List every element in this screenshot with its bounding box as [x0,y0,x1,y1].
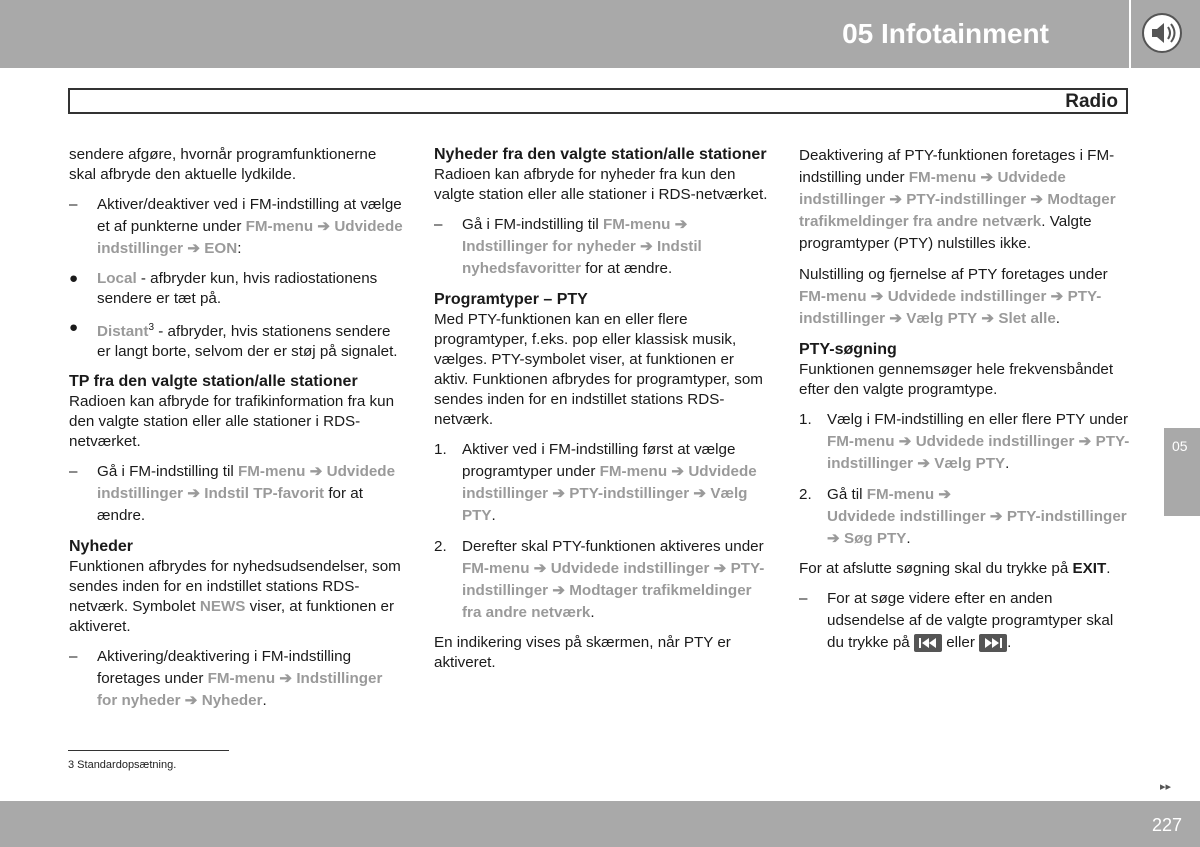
bullet-marker: ● [69,270,79,287]
punct: : [237,240,242,257]
instruction-text: Gå til [827,486,863,503]
footnote [68,759,176,771]
body-text [69,557,404,637]
arrow-icon: ➔ [533,560,547,577]
section-bar [68,88,1128,114]
arrow-icon: ➔ [671,463,685,480]
body-text-part: Funktionen afbrydes for nyhedsudsendelser, som sendes inden for en indstillet stations RDS-netværk. Symbolet [69,558,401,616]
menu-item: Slet alle [998,310,1056,327]
arrow-icon: ➔ [980,169,994,186]
step-number: 2. [799,486,812,503]
body-text: Med PTY-funktionen kan en eller flere programtyper, f.eks. pop eller klassisk musik, vælges. PTY-symbolet viser, at funktionen er aktiv. Funktionen afbrydes for programtyper, som sendes inden for en indstillet stations RDS-netværk. [434,311,763,428]
instruction-end: for at ændre. [581,260,673,277]
instruction-text: Derefter skal PTY-funktionen aktiveres under [462,538,764,555]
term-desc: - afbryder, hvis stationens sendere er langt borte, selvom der er støj på signalet. [97,323,398,361]
menu-item: Udvidede indstillinger [827,508,986,525]
heading-pty: Programtyper – PTY [434,291,588,308]
step-number: 1. [799,411,812,428]
arrow-icon: ➔ [989,508,1003,525]
punct: . [262,692,267,710]
dash-marker: – [434,216,443,233]
arrow-icon: ➔ [898,433,912,450]
body-text-part: viser, at funktionen er aktiveret. [69,598,395,636]
dash-marker: – [69,648,78,666]
arrow-icon: ➔ [889,191,903,208]
term-desc: - afbryder kun, hvis radiostationens sendere er tæt på. [97,270,378,307]
list-item [69,461,404,527]
menu-item: PTY-indstillinger [462,560,765,599]
list-item [69,318,404,362]
menu-item: Indstillinger for nyheder [462,238,636,255]
menu-item: Udvidede indstillinger [97,463,396,503]
list-item [434,439,769,527]
menu-item: Vælg PTY [934,455,1006,472]
arrow-icon: ➔ [870,288,884,305]
footnote-text: Standardopsætning. [74,759,177,771]
chapter-title: 05 Infotainment [842,18,1049,49]
dash-marker: – [799,590,808,607]
arrow-icon: ➔ [317,218,331,235]
menu-item: Modtager trafikmeldinger fra andre netværk [799,191,1116,230]
arrow-icon: ➔ [889,310,903,327]
arrow-icon: ➔ [187,485,201,503]
menu-item: PTY-indstillinger [1006,508,1127,525]
arrow-icon: ➔ [981,310,995,327]
list-item [69,269,404,309]
menu-item: Modtager trafikmeldinger fra andre netværk [462,582,752,621]
arrow-icon: ➔ [693,485,707,502]
menu-item: FM-menu [866,486,935,503]
arrow-icon: ➔ [1078,433,1092,450]
punct: . [906,530,911,547]
news-symbol: NEWS [199,598,246,616]
menu-item: Udvidede indstillinger [799,169,1066,208]
menu-item: FM-menu [245,218,314,235]
punct: . [491,507,496,524]
arrow-icon: ➔ [184,692,198,710]
menu-item: Indstil nyhedsfavoritter [462,238,702,277]
arrow-icon: ➔ [552,485,566,502]
body-text: Radioen kan afbryde for nyheder fra kun den valgte station eller alle stationer i RDS-netværket. [434,166,768,203]
instruction-text: Gå i FM-indstilling til [462,216,599,233]
punct: . [1005,455,1010,472]
instruction-text: For at søge videre efter en anden udsendelse af de valgte programtyper skal du trykke på [827,590,1114,651]
list-item [434,214,769,280]
menu-item: Udvidede indstillinger [550,560,710,577]
continue-arrow-icon: ▸▸ [1160,781,1172,793]
heading-news-station: Nyheder fra den valgte station/alle stationer [434,146,767,163]
punct: . [590,604,595,621]
arrow-icon: ➔ [1030,191,1044,208]
heading-news: Nyheder [69,538,134,556]
list-item [434,536,769,624]
list-item [799,588,1134,654]
instruction-text: Gå i FM-indstilling til [97,463,234,481]
menu-item: Vælg PTY [462,485,748,524]
next-track-icon [979,634,1007,652]
menu-item: FM-menu [207,670,276,688]
page-number: 227 [1151,815,1182,835]
instruction-text: Aktiver/deaktiver ved i FM-indstilling at vælge et af punkterne under [97,196,402,235]
menu-item: PTY-indstillinger [569,485,690,502]
arrow-icon: ➔ [309,463,323,481]
body-text [799,145,1134,255]
menu-item: FM-menu [237,463,306,481]
body-text [799,264,1134,330]
column-3 [799,145,1134,663]
step-number: 2. [434,538,447,555]
arrow-icon: ➔ [674,216,688,233]
footnote-ref: 3 [148,322,155,333]
menu-item: Nyheder [201,692,263,710]
instruction-text: Aktivering/deaktivering i FM-indstilling foretages under [97,648,352,688]
menu-item: Udvidede indstillinger [97,218,403,257]
arrow-icon: ➔ [640,238,653,255]
instruction-text: Vælg i FM-indstilling en eller flere PTY under [827,411,1129,428]
list-item [799,484,1134,550]
or-text: eller [941,634,980,651]
term: Distant [97,323,149,341]
body-text [799,559,1134,579]
menu-item: PTY-indstillinger [906,191,1027,208]
body-text-part: . Valgte programtyper (PTY) nulstilles ikke. [799,213,1092,252]
body-text: Funktionen gennemsøger hele frekvensbåndet efter den valgte programtype. [799,361,1114,398]
punct: . [1055,310,1061,327]
arrow-icon: ➔ [827,530,840,547]
previous-track-icon [914,634,942,652]
menu-item: Udvidede indstillinger [887,288,1047,305]
section-title: Radio [1065,91,1118,112]
bullet-marker: ● [69,319,79,336]
footnote-number: 3 [68,759,75,771]
arrow-icon: ➔ [917,455,931,472]
punct: . [1106,560,1111,577]
side-tab-label: 05 [1172,438,1188,454]
intro-paragraph: sendere afgøre, hvornår programfunktionerne skal afbryde den aktuelle lydkilde. [69,146,377,183]
chapter-icon-box [1131,0,1200,68]
list-item [69,646,404,712]
menu-item: PTY-indstillinger [799,288,1102,327]
menu-item: FM-menu [908,169,977,186]
punct: . [1007,634,1012,651]
column-1 [69,145,404,721]
chapter-side-tab [1164,428,1200,516]
footnote-divider [68,750,229,751]
arrow-icon: ➔ [552,582,566,599]
step-number: 1. [434,441,447,458]
dash-marker: – [69,463,78,481]
heading-tp: TP fra den valgte station/alle stationer [69,373,358,391]
menu-item: Søg PTY [843,530,907,547]
body-text: En indikering vises på skærmen, når PTY er aktiveret. [434,634,731,671]
arrow-icon: ➔ [279,670,293,688]
menu-item: FM-menu [602,216,671,233]
body-text-part: Nulstilling og fjernelse af PTY foretages under [799,266,1108,283]
page-footer [0,801,1200,847]
arrow-icon: ➔ [938,486,952,503]
body-text-part: Deaktivering af PTY-funktionen foretages i FM-indstilling under [799,147,1115,186]
menu-item: Indstil TP-favorit [204,485,325,503]
menu-item: FM-menu [462,560,530,577]
menu-item: Indstillinger for nyheder [97,670,383,710]
dash-marker: – [69,196,78,213]
chapter-header [0,0,1129,68]
menu-item: PTY-indstillinger [827,433,1130,472]
body-text-part: For at afslutte søgning skal du trykke på [799,560,1069,577]
exit-key: EXIT [1072,560,1107,577]
menu-item: EON [204,240,238,257]
heading-pty-search: PTY-søgning [799,341,897,358]
arrow-icon: ➔ [1050,288,1064,305]
menu-item: Udvidede indstillinger [915,433,1075,450]
menu-item: Vælg PTY [906,310,978,327]
arrow-icon: ➔ [713,560,727,577]
menu-item: Udvidede indstillinger [462,463,757,502]
list-item [799,409,1134,475]
list-item [69,194,404,260]
menu-item: FM-menu [799,288,867,305]
instruction-end: for at ændre. [97,485,363,525]
instruction-text: Aktiver ved i FM-indstilling først at vælge programtyper under [462,441,736,480]
arrow-icon: ➔ [187,240,201,257]
menu-item: FM-menu [599,463,668,480]
term: Local [97,270,137,287]
column-2 [434,145,769,682]
menu-item: FM-menu [827,433,895,450]
body-text: Radioen kan afbryde for trafikinformation fra kun den valgte station eller alle stationer i RDS-netværket. [69,393,395,451]
